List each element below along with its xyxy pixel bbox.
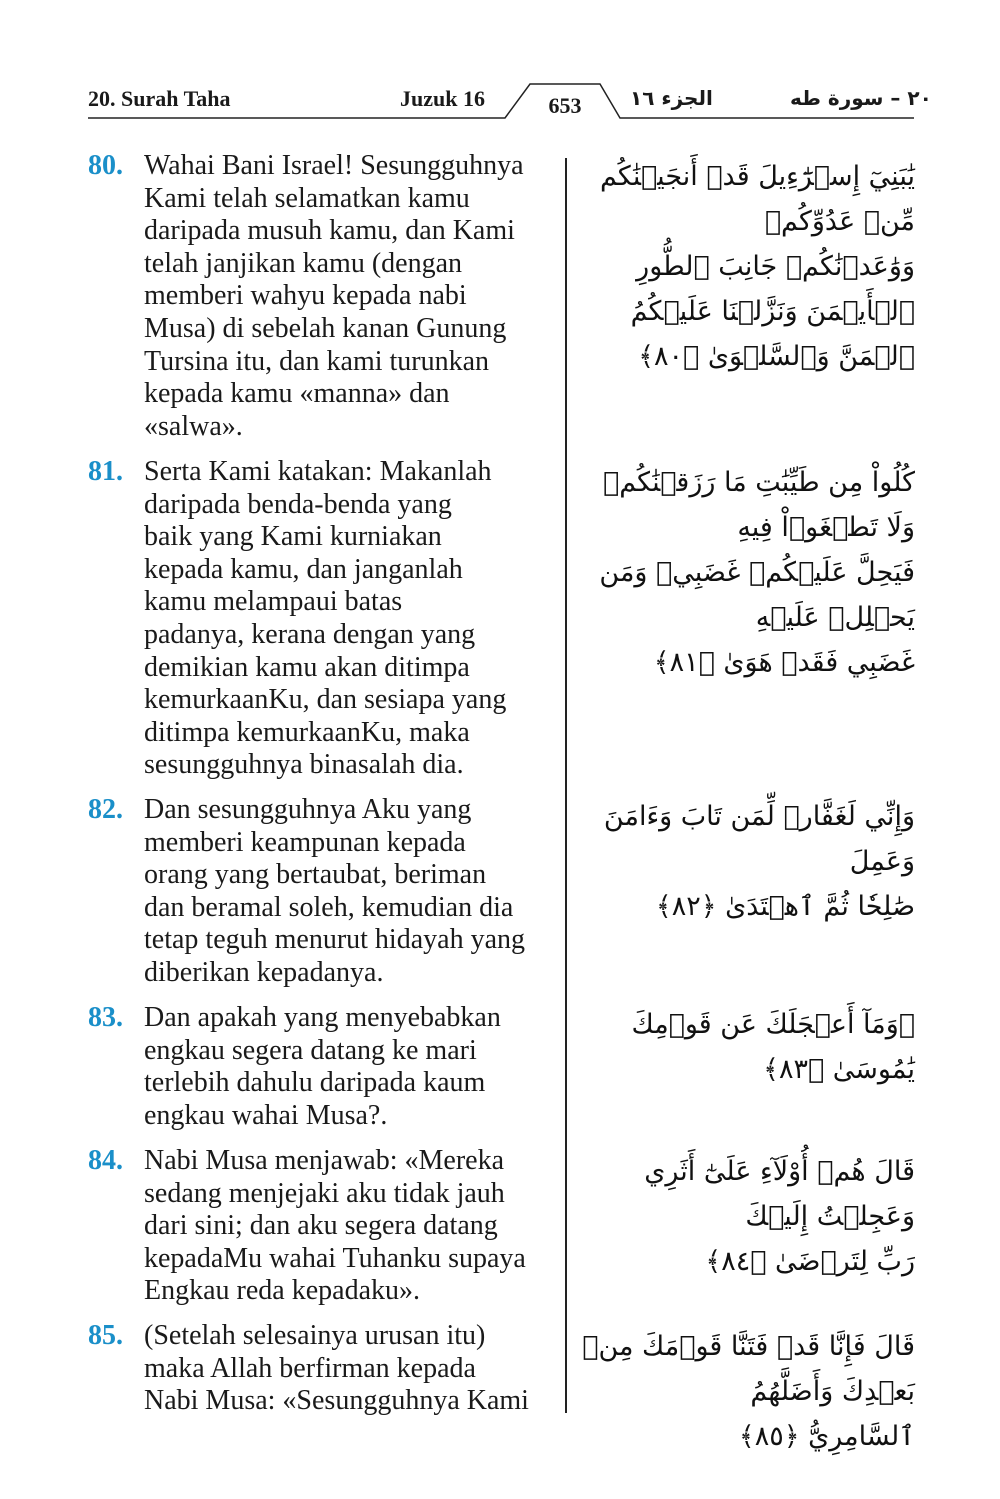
page-number: 653 bbox=[548, 93, 582, 118]
verse-arabic: قَالَ هُمۡ أُوْلَآءِ عَلَىٰٓ أَثَرِي وَعَجِلۡتُ إِلَيۡكَ رَبِّ لِتَرۡضَىٰ ﴿٨٤﴾ bbox=[644, 1156, 915, 1277]
verse-translation: Nabi Musa menjawab: «Mereka sedang menjejaki aku tidak jauh dari sini; dan aku segera datang kepadaMu wahai Tuhanku supaya Engkau reda kepadaku». bbox=[144, 1145, 526, 1307]
verse-translation: Wahai Bani Israel! Sesungguhnya Kami telah selamatkan kamu daripada musuh kamu, dan Kami telah janjikan kamu (dengan memberi wahyu kepada nabi Musa) di sebelah kanan Gunung Tursina itu, dan kami turunkan kepada kamu «manna» dan «salwa». bbox=[144, 150, 524, 442]
verse-translation: (Setelah selesainya urusan itu) maka Allah berfirman kepada Nabi Musa: «Sesungguhnya Kami bbox=[144, 1320, 529, 1417]
verse-arabic: وَإِنِّي لَغَفَّارٞ لِّمَن تَابَ وَءَامَنَ وَعَمِلَ صَٰلِحٗا ثُمَّ ٱهۡتَدَىٰ ﴿٨٢﴾ bbox=[603, 801, 915, 922]
verse-arabic: ۞وَمَآ أَعۡجَلَكَ عَن قَوۡمِكَ يَٰمُوسَىٰ ﴿٨٣﴾ bbox=[631, 1009, 915, 1085]
verse-translation: Serta Kami katakan: Makanlah daripada benda-benda yang baik yang Kami kurniakan kepada kamu, dan janganlah kamu melampaui batas padanya, kerana dengan yang demikian kamu akan ditimpa kemurkaanKu, dan sesiapa yang ditimpa kemurkaanKu, maka sesungguhnya binasalah dia. bbox=[144, 456, 507, 781]
verse-arabic: كُلُواْ مِن طَيِّبَٰتِ مَا رَزَقۡنَٰكُمۡ وَلَا تَطۡغَوۡاْ فِيهِ فَيَحِلَّ عَلَيۡكُمۡ غَضَبِيۖ وَمَن يَحۡلِلۡ عَلَيۡهِ غَضَبِي فَقَدۡ هَوَىٰ ﴿٨١﴾ bbox=[599, 467, 915, 678]
verse-translation: Dan sesungguhnya Aku yang memberi keampunan kepada orang yang bertaubat, beriman dan beramal soleh, kemudian dia tetap teguh menurut hidayah yang diberikan kepadanya. bbox=[144, 794, 525, 988]
verse-translation: Dan apakah yang menyebabkan engkau segera datang ke mari terlebih dahulu daripada kaum engkau wahai Musa?. bbox=[144, 1002, 501, 1131]
verse-arabic: يَٰبَنِيٓ إِسۡرَٰٓءِيلَ قَدۡ أَنجَيۡنَٰكُم مِّنۡ عَدُوِّكُمۡ وَوَٰعَدۡنَٰكُمۡ جَانِبَ ٱلطُّورِ ٱلۡأَيۡمَنَ وَنَزَّلۡنَا عَلَيۡكُمُ ٱلۡمَنَّ وَٱلسَّلۡوَىٰ ﴿٨٠﴾ bbox=[599, 161, 915, 372]
juzuk-label-arabic: الجزء ١٦ bbox=[630, 86, 713, 110]
verse-number: 83. bbox=[88, 1002, 123, 1033]
juzuk-label-latin: Juzuk 16 bbox=[400, 86, 485, 111]
verse-number: 82. bbox=[88, 794, 123, 825]
verse-number: 84. bbox=[88, 1145, 123, 1176]
column-divider bbox=[565, 158, 567, 1413]
surah-title-latin: 20. Surah Taha bbox=[88, 86, 231, 111]
verse-number: 85. bbox=[88, 1320, 123, 1351]
verse-number: 81. bbox=[88, 456, 123, 487]
verse-arabic: قَالَ فَإِنَّا قَدۡ فَتَنَّا قَوۡمَكَ مِنۢ بَعۡدِكَ وَأَضَلَّهُمُ ٱلسَّامِرِيُّ ﴿٨٥﴾ bbox=[582, 1331, 915, 1452]
surah-title-arabic: ٢٠ – سورة طه bbox=[790, 86, 932, 110]
verse-number: 80. bbox=[88, 150, 123, 181]
header-rule bbox=[0, 0, 1000, 130]
page-header bbox=[0, 0, 1000, 130]
